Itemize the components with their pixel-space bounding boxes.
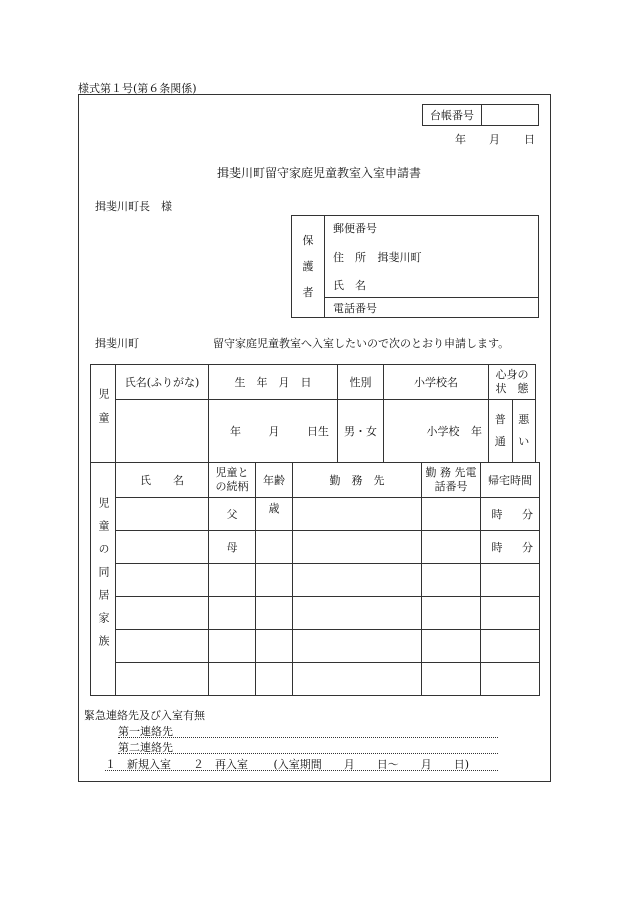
family-work-phone-field[interactable] <box>422 498 481 531</box>
addressee: 揖斐川町長 様 <box>95 200 172 213</box>
family-header-age: 年齢 <box>256 463 293 498</box>
statement-town: 揖斐川町 <box>95 337 139 350</box>
address-field[interactable] <box>325 240 539 274</box>
family-age-field[interactable] <box>256 597 293 630</box>
family-work-phone-field[interactable] <box>422 663 481 696</box>
child-section-text: 児童 <box>97 388 110 436</box>
date-day: 日 <box>524 133 535 146</box>
family-workplace-field[interactable] <box>293 498 422 531</box>
guardian-label-text: 保護者 <box>302 233 314 299</box>
child-header-name: 氏名(ふりがな) <box>116 365 209 400</box>
child-header-school: 小学校名 <box>384 365 489 400</box>
family-relation[interactable] <box>209 663 256 696</box>
family-table <box>90 462 540 696</box>
family-section-label <box>91 463 116 696</box>
guardian-name-field[interactable] <box>325 274 539 298</box>
family-age-field[interactable] <box>256 630 293 663</box>
family-row <box>91 531 540 564</box>
condition-bad-option[interactable] <box>512 400 536 463</box>
first-contact-field[interactable] <box>118 723 498 738</box>
family-name-field[interactable] <box>116 564 209 597</box>
form-number: 様式第１号(第６条関係) <box>78 82 197 95</box>
date-month: 月 <box>489 133 500 146</box>
entry-type-field[interactable] <box>105 756 498 771</box>
family-header-relation-text: 児童との続柄 <box>215 466 249 493</box>
condition-bad-text: 悪い <box>518 413 530 448</box>
family-return-time-field[interactable] <box>481 564 540 597</box>
child-school-field[interactable] <box>384 400 489 463</box>
family-relation: 父 <box>209 498 256 531</box>
family-header-name: 氏 名 <box>116 463 209 498</box>
family-name-field[interactable] <box>116 498 209 531</box>
postal-code-field[interactable] <box>325 216 539 240</box>
address-value: 揖斐川町 <box>377 250 422 264</box>
family-section-text: 児童の同居家族 <box>97 497 110 658</box>
family-relation: 母 <box>209 531 256 564</box>
ledger-value-field[interactable] <box>482 105 539 126</box>
family-age-field[interactable] <box>256 531 293 564</box>
family-name-field[interactable] <box>116 663 209 696</box>
family-workplace-field[interactable] <box>293 531 422 564</box>
second-contact-label: 第二連絡先 <box>118 741 173 754</box>
child-birth-field[interactable] <box>209 400 338 463</box>
family-row <box>91 564 540 597</box>
child-section-label <box>91 365 116 463</box>
address-label: 住 所 <box>333 250 366 264</box>
family-row <box>91 498 540 531</box>
guardian-table <box>291 215 539 318</box>
ledger-label: 台帳番号 <box>423 105 482 126</box>
first-contact-label: 第一連絡先 <box>118 725 173 738</box>
family-return-time-field[interactable] <box>481 630 540 663</box>
entry-period: (入室期間 月 日〜 月 日) <box>273 758 470 771</box>
time-hour-label: 時 <box>491 541 503 554</box>
family-return-time-field[interactable] <box>481 597 540 630</box>
statement-text: 留守家庭児童教室へ入室したいので次のとおり申請します。 <box>213 337 510 350</box>
date-year: 年 <box>455 133 466 146</box>
age-unit: 歳 <box>268 502 280 515</box>
time-hour-label: 時 <box>491 508 503 521</box>
birth-month-label: 月 <box>268 425 280 438</box>
family-row <box>91 630 540 663</box>
family-name-field[interactable] <box>116 531 209 564</box>
family-workplace-field[interactable] <box>293 564 422 597</box>
family-work-phone-field[interactable] <box>422 597 481 630</box>
family-header-relation <box>209 463 256 498</box>
child-header-birth: 生 年 月 日 <box>209 365 338 400</box>
family-relation[interactable] <box>209 630 256 663</box>
child-header-condition-text: 心身の状 態 <box>495 368 529 395</box>
family-header-workplace: 勤 務 先 <box>293 463 422 498</box>
family-relation[interactable] <box>209 564 256 597</box>
time-minute-label: 分 <box>522 508 533 521</box>
family-return-time-field[interactable] <box>481 531 540 564</box>
guardian-label <box>292 216 325 318</box>
family-workplace-field[interactable] <box>293 630 422 663</box>
family-row <box>91 663 540 696</box>
family-relation[interactable] <box>209 597 256 630</box>
child-sex-field[interactable]: 男・女 <box>338 400 384 463</box>
family-name-field[interactable] <box>116 630 209 663</box>
condition-good-option[interactable] <box>489 400 513 463</box>
family-workplace-field[interactable] <box>293 597 422 630</box>
family-row <box>91 597 540 630</box>
child-name-field[interactable] <box>116 400 209 463</box>
family-header-work-phone <box>422 463 481 498</box>
family-age-field[interactable] <box>256 663 293 696</box>
postal-code-label: 郵便番号 <box>333 221 377 235</box>
phone-label: 電話番号 <box>333 301 377 315</box>
family-name-field[interactable] <box>116 597 209 630</box>
family-header-return-time: 帰宅時間 <box>481 463 540 498</box>
family-work-phone-field[interactable] <box>422 630 481 663</box>
birth-year-label: 年 <box>230 425 241 438</box>
family-return-time-field[interactable] <box>481 498 540 531</box>
child-table <box>90 364 536 463</box>
phone-field[interactable] <box>325 298 539 318</box>
family-work-phone-field[interactable] <box>422 531 481 564</box>
page-title: 揖斐川町留守家庭児童教室入室申請書 <box>217 166 422 180</box>
family-return-time-field[interactable] <box>481 663 540 696</box>
guardian-name-label: 氏 名 <box>333 279 366 293</box>
condition-good-text: 普通 <box>494 413 506 448</box>
school-label: 小学校 <box>426 425 460 438</box>
birth-day-label: 日生 <box>307 425 329 438</box>
time-minute-label: 分 <box>522 541 533 554</box>
family-workplace-field[interactable] <box>293 663 422 696</box>
ledger-box <box>422 104 539 126</box>
child-header-condition <box>489 365 536 400</box>
second-contact-field[interactable] <box>118 739 498 754</box>
family-header-work-phone-text: 勤 務 先電話番号 <box>425 466 477 493</box>
family-age-field[interactable] <box>256 498 293 531</box>
child-header-sex: 性別 <box>338 365 384 400</box>
family-age-field[interactable] <box>256 564 293 597</box>
grade-label: 年 <box>471 425 482 438</box>
emergency-title: 緊急連絡先及び入室有無 <box>84 709 205 722</box>
family-work-phone-field[interactable] <box>422 564 481 597</box>
entry-type-options: １ 新規入室 ２ 再入室 <box>105 758 248 771</box>
